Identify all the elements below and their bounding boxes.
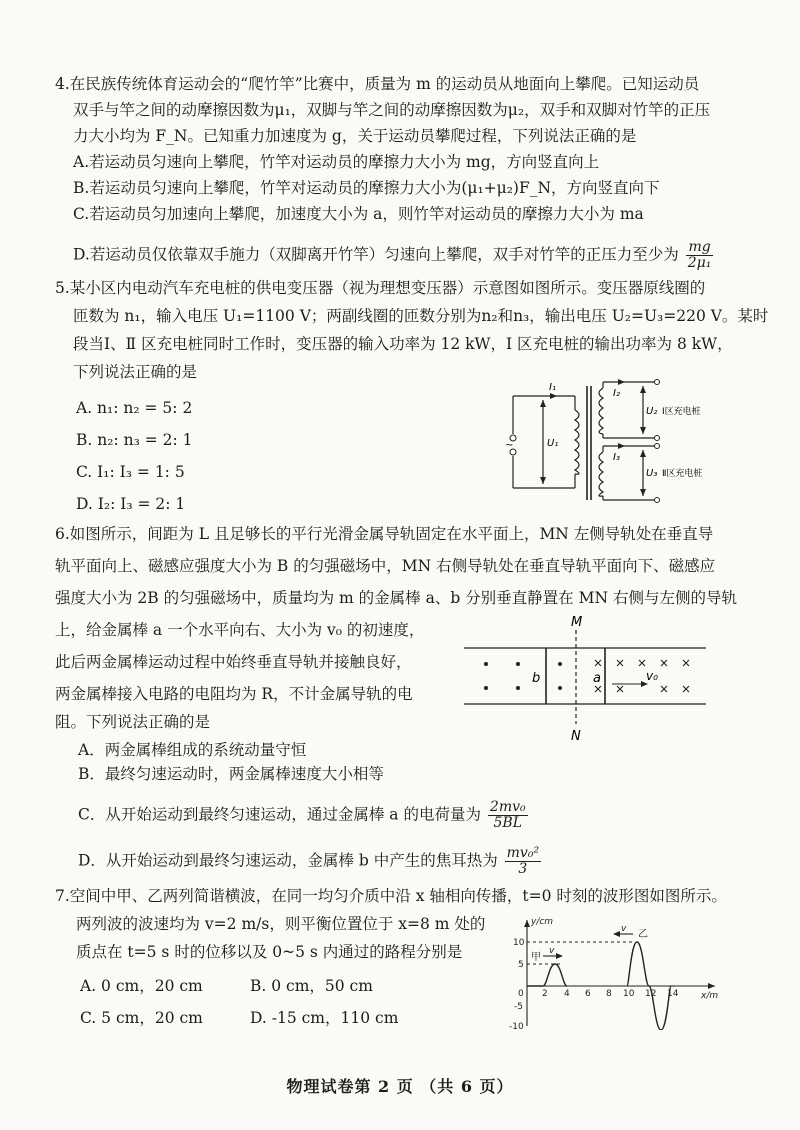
q6-option-b: B．最终匀速运动时，两金属棒速度大小相等 (78, 765, 384, 783)
wave-ytick-neg5: -5 (514, 1002, 523, 1012)
wave-yi-label: 乙 (638, 929, 648, 940)
q6-option-a: A．两金属棒组成的系统动量守恒 (78, 741, 307, 759)
wave-xtick-8: 8 (606, 989, 612, 999)
q6-option-c-fraction (488, 800, 528, 831)
q5-stem-line-3: 段当Ⅰ、Ⅱ 区充电桩同时工作时，变压器的输入功率为 12 kW，Ⅰ 区充电桩的输出功率为 8 kW， (73, 335, 733, 353)
q6-d-numerator: mv₀² (506, 845, 540, 861)
label-rod-b: b (532, 671, 541, 686)
q7-option-d: D. -15 cm，110 cm (250, 1009, 399, 1027)
q6-stem-line-5: 此后两金属棒运动过程中始终垂直导轨并接触良好， (55, 653, 412, 671)
wave-xtick-2: 2 (542, 989, 548, 999)
q6-option-c-text: C．从开始运动到最终匀速运动，通过金属棒 a 的电荷量为 (78, 805, 481, 824)
q4-option-d (73, 240, 713, 271)
field-into-page-marks (595, 660, 689, 692)
q4-option-b: B.若运动员匀速向上攀爬，竹竿对运动员的摩擦力大小为(μ₁+μ₂)F_N，方向竖直向下 (73, 179, 660, 197)
q7-stem-line-2: 两列波的波速均为 v=2 m/s，则平衡位置位于 x=8 m 处的 (76, 915, 486, 933)
q5-stem-line-2: 匝数为 n₁，输入电压 U₁=1100 V；两副线圈的匝数分别为n₂和n₃，输出电压 U₂=U₃=220 V。某时 (73, 307, 769, 325)
rails-magnetic-field-diagram (460, 612, 710, 744)
label-u2: U₂ (646, 406, 658, 417)
wave-xtick-14: 14 (667, 989, 679, 999)
q4-option-d-fraction (686, 240, 714, 271)
q4-stem-line-1: 4.在民族传统体育运动会的“爬竹竿”比赛中，质量为 m 的运动员从地面向上攀爬。已知运动员 (55, 75, 700, 93)
q4-stem-line-2: 双手与竿之间的动摩擦因数为μ₁，双脚与竿之间的动摩擦因数为μ₂，双手和双脚对竹竿的正压 (73, 101, 711, 119)
label-i3: I₃ (613, 452, 620, 463)
q5-option-b: B. n₂: n₃ = 2: 1 (76, 431, 193, 449)
q5-option-a: A. n₁: n₂ = 5: 2 (76, 399, 193, 417)
wave-xtick-12: 12 (645, 989, 657, 999)
q5-option-d: D. I₂: I₃ = 2: 1 (76, 495, 186, 513)
wave-jia-velocity-label: v (549, 946, 555, 956)
wave-xtick-4: 4 (564, 989, 570, 999)
wave-y-axis-label: y/cm (531, 917, 554, 927)
q6-c-denominator: 5BL (493, 815, 523, 831)
q6-stem-line-3: 强度大小为 2B 的匀强磁场中，质量均为 m 的金属棒 a、b 分别垂直静置在 MN 右侧与左侧的导轨 (55, 589, 737, 607)
q6-stem-line-1: 6.如图所示，间距为 L 且足够长的平行光滑金属导轨固定在水平面上，MN 左侧导轨处在垂直导 (55, 525, 714, 543)
label-m: M (571, 615, 583, 630)
label-v0: v₀ (646, 669, 658, 683)
q6-option-d-text: D．从开始运动到最终匀速运动，金属棒 b 中产生的焦耳热为 (78, 851, 498, 870)
label-n: N (571, 729, 581, 744)
q5-stem-line-1: 5.某小区内电动汽车充电桩的供电变压器（视为理想变压器）示意图如图所示。变压器原线圈的 (55, 279, 706, 297)
q6-option-c (78, 800, 528, 831)
ac-source-symbol: ~ (505, 440, 514, 451)
label-i2: I₂ (613, 388, 620, 399)
q7-stem-line-1: 7.空间中甲、乙两列简谐横波，在同一均匀介质中沿 x 轴相向传播，t=0 时刻的波形图如图所示。 (55, 887, 727, 905)
q5-option-c: C. I₁: I₃ = 1: 5 (76, 463, 185, 481)
q4-d-numerator: mg (686, 240, 714, 256)
label-zone-2-charger: Ⅱ区充电桩 (662, 469, 703, 479)
q6-stem-line-2: 轨平面向上、磁感应强度大小为 B 的匀强磁场中，MN 右侧导轨处在垂直导轨平面向下、磁感应 (55, 557, 716, 575)
label-i1: I₁ (549, 382, 556, 393)
q4-option-a: A.若运动员匀速向上攀爬，竹竿对运动员的摩擦力大小为 mg，方向竖直向上 (73, 153, 600, 171)
q7-stem-line-3: 质点在 t=5 s 时的位移以及 0~5 s 内通过的路程分别是 (76, 943, 463, 961)
transformer-diagram (505, 376, 735, 506)
q5-stem-line-4: 下列说法正确的是 (73, 363, 198, 381)
q7-option-a: A. 0 cm，20 cm (80, 977, 203, 995)
wave-yi-velocity-label: v (621, 924, 627, 934)
wave-xtick-6: 6 (585, 989, 591, 999)
q7-option-c: C. 5 cm，20 cm (80, 1009, 203, 1027)
label-u1: U₁ (547, 438, 559, 449)
q6-stem-line-4: 上，给金属棒 a 一个水平向右、大小为 v₀ 的初速度， (55, 621, 425, 639)
wave-xtick-10: 10 (623, 989, 635, 999)
wave-jia-label: 甲 (531, 952, 541, 963)
q7-option-b: B. 0 cm，50 cm (250, 977, 373, 995)
wave-ytick-5: 5 (518, 960, 524, 970)
label-zone-1-charger: Ⅰ区充电桩 (662, 407, 701, 417)
q6-stem-line-7: 阻。下列说法正确的是 (55, 713, 211, 731)
q6-option-d (78, 846, 541, 877)
q4-stem-line-3: 力大小均为 F_N。已知重力加速度为 g，关于运动员攀爬过程，下列说法正确的是 (73, 127, 637, 145)
wave-x-axis-label: x/m (701, 991, 719, 1001)
q4-option-d-text: D.若运动员仅依靠双手施力（双脚离开竹竿）匀速向上攀爬，双手对竹竿的正压力至少为 (73, 245, 679, 264)
q4-d-denominator: 2μ₁ (687, 255, 712, 271)
wave-ytick-neg10: -10 (509, 1022, 524, 1030)
q6-option-d-fraction (505, 846, 541, 877)
q6-d-denominator: 3 (518, 861, 528, 877)
wave-origin-label: 0 (518, 989, 524, 999)
q6-c-numerator: 2mv₀ (489, 799, 526, 815)
q4-option-c: C.若运动员匀加速向上攀爬，加速度大小为 a，则竹竿对运动员的摩擦力大小为 ma (73, 205, 644, 223)
q6-stem-line-6: 两金属棒接入电路的电阻均为 R，不计金属导轨的电 (55, 685, 413, 703)
wave-graph (505, 914, 725, 1030)
label-u3: U₃ (646, 468, 658, 479)
wave-ytick-10: 10 (513, 938, 525, 948)
page-footer: 物理试卷第 2 页 （共 6 页） (286, 1077, 514, 1096)
label-rod-a: a (593, 671, 601, 686)
